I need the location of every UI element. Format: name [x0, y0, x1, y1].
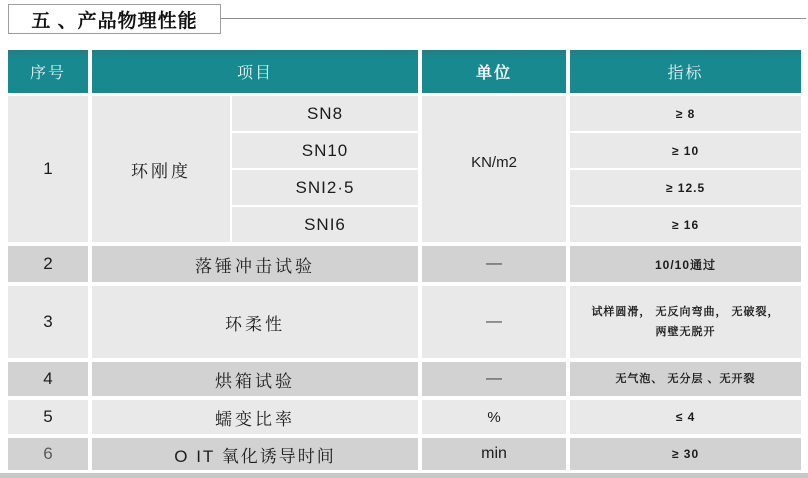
row1-grade-sn16-label: SNI6: [304, 214, 346, 234]
header-unit-label: 单位: [475, 65, 512, 82]
row1-unit-value: KN/m2: [471, 154, 517, 171]
row5-spec-value: ≤ 4: [675, 410, 696, 424]
page-title: [8, 4, 221, 34]
row3-item: [92, 286, 418, 358]
row3-seq: [8, 286, 88, 358]
header-seq: [8, 50, 88, 93]
row1-spec-sn16: [570, 207, 801, 242]
row6-seq-value: 6: [43, 444, 53, 463]
row3-item-label: 环柔性: [225, 314, 285, 334]
row1-grade-sn12-5-label: SNI2·5: [295, 177, 355, 197]
row4-spec: [570, 362, 801, 396]
header-spec-label: 指标: [667, 65, 704, 82]
row5-seq: [8, 400, 88, 434]
row1-seq-value: 1: [43, 159, 53, 178]
row5-seq-value: 5: [43, 407, 53, 426]
row5-item: [92, 400, 418, 434]
row1-spec-sn16-value: ≥ 16: [671, 217, 700, 232]
row4-seq-value: 4: [43, 369, 53, 388]
row1-spec-sn10: [570, 133, 801, 168]
row5-unit-value: %: [487, 408, 501, 426]
row1-item-label: 环刚度: [131, 161, 191, 181]
row6-unit: [422, 438, 566, 470]
row4-unit: [422, 362, 566, 396]
header-unit: [422, 50, 566, 93]
row1-grade-sn16: [232, 207, 418, 242]
row2-seq: [8, 246, 88, 282]
row4-spec-value: 无气泡、 无分层 、无开裂: [615, 373, 756, 385]
row3-unit-value: —: [486, 313, 502, 330]
row1-spec-sn8: [570, 96, 801, 131]
row6-spec-value: ≥ 30: [671, 447, 700, 461]
row5-spec: [570, 400, 801, 434]
row1-grade-sn10-label: SN10: [301, 140, 349, 160]
row3-spec: [570, 286, 801, 358]
row6-item-label: O IT 氧化诱导时间: [174, 446, 336, 466]
row3-spec-line1: 试样圆滑， 无反向弯曲， 无破裂，: [591, 306, 780, 318]
row6-unit-value: min: [481, 445, 507, 462]
row3-unit: [422, 286, 566, 358]
row1-unit: [422, 96, 566, 242]
header-spec: [570, 50, 801, 93]
row2-item: [92, 246, 418, 282]
row1-spec-sn12-5: [570, 170, 801, 205]
page-title-text: 五 、产品物理性能: [31, 10, 198, 32]
row4-item-label: 烘箱试验: [215, 371, 295, 391]
row6-seq: [8, 438, 88, 470]
row6-spec: [570, 438, 801, 470]
row1-spec-sn12-5-value: ≥ 12.5: [665, 180, 706, 195]
row4-seq: [8, 362, 88, 396]
row5-unit: [422, 400, 566, 434]
row4-item: [92, 362, 418, 396]
row1-item: [92, 96, 230, 242]
row2-unit: [422, 246, 566, 282]
row2-spec: [570, 246, 801, 282]
row1-seq: [8, 96, 88, 242]
row5-item-label: 蠕变比率: [215, 409, 295, 429]
row2-spec-value: 10/10通过: [654, 257, 717, 272]
title-underline: [221, 18, 806, 19]
row4-unit-value: —: [486, 370, 502, 387]
row2-unit-value: —: [486, 255, 502, 272]
row6-item: [92, 438, 418, 470]
row1-grade-sn8: [232, 96, 418, 131]
row3-spec-line2: 两壁无脱开: [655, 326, 716, 338]
header-item: [92, 50, 418, 93]
row2-seq-value: 2: [43, 254, 53, 273]
row1-grade-sn10: [232, 133, 418, 168]
row1-spec-sn10-value: ≥ 10: [671, 143, 700, 158]
row1-spec-sn8-value: ≥ 8: [675, 106, 696, 121]
row1-grade-sn8-label: SN8: [306, 103, 344, 123]
row3-seq-value: 3: [43, 312, 53, 331]
row1-grade-sn12-5: [232, 170, 418, 205]
header-seq-label: 序号: [29, 65, 66, 82]
header-item-label: 项目: [236, 65, 273, 82]
table-bottom-shadow: [0, 473, 808, 478]
row2-item-label: 落锤冲击试验: [195, 256, 315, 276]
